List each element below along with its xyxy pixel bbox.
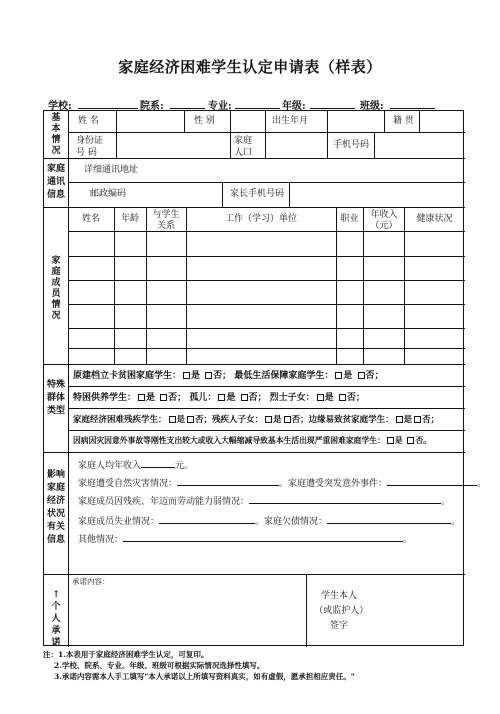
application-form-table bbox=[43, 110, 487, 648]
note-2: 2.学校、院系、专业、年级、班级可根据实际情况选择性填写。 bbox=[54, 661, 265, 670]
parent-phone-field[interactable] bbox=[290, 183, 464, 206]
disaster-field[interactable] bbox=[177, 477, 279, 486]
household-label: 家庭人口 bbox=[234, 136, 253, 158]
member-header-health: 健康状况 bbox=[416, 214, 453, 224]
contact-section-label: 家庭通讯信息 bbox=[46, 164, 65, 200]
name-field[interactable] bbox=[117, 112, 183, 131]
origin-label: 籍 贯 bbox=[393, 116, 414, 126]
member-header-age: 年龄 bbox=[120, 214, 139, 224]
checkbox-no[interactable] bbox=[407, 437, 414, 444]
checkbox-no[interactable] bbox=[187, 416, 194, 423]
checkbox-yes[interactable] bbox=[138, 394, 145, 401]
other-line: 其他情况： 。 bbox=[78, 535, 413, 545]
signature-label: 学生本人（或监护人）签字 bbox=[314, 591, 364, 631]
dob-label: 出生年月 bbox=[272, 116, 309, 126]
checkbox-no[interactable] bbox=[241, 394, 248, 401]
checkbox-yes[interactable] bbox=[183, 372, 190, 379]
accident-field[interactable] bbox=[387, 477, 477, 486]
checkbox-yes[interactable] bbox=[396, 416, 403, 423]
debt-field[interactable] bbox=[327, 515, 451, 524]
note-3: 3.承诺内容需本人手工填写"本人承诺以上所填写资料真实，如有虚假，愿承担相应责任。" bbox=[54, 672, 355, 681]
phone-label: 手机号码 bbox=[333, 140, 370, 150]
unemployment-field[interactable] bbox=[159, 515, 255, 524]
checkbox-yes[interactable] bbox=[387, 437, 394, 444]
pledge-section-label: ↑ 个人承诺 bbox=[51, 590, 61, 648]
address-label: 详细通讯地址 bbox=[84, 165, 139, 175]
name-label: 姓 名 bbox=[78, 116, 99, 126]
origin-field[interactable] bbox=[420, 112, 464, 131]
checkbox-no[interactable] bbox=[358, 372, 365, 379]
department-field[interactable] bbox=[170, 108, 205, 109]
postcode-field[interactable] bbox=[144, 183, 221, 206]
grade-label: 年级: bbox=[282, 101, 306, 112]
special-section-label: 特殊群体类型 bbox=[46, 380, 65, 416]
members-section-label: 家庭成员情况 bbox=[51, 256, 61, 321]
dob-field[interactable] bbox=[328, 112, 383, 131]
factors-section-label: 影响家庭经济状况有关信息 bbox=[46, 470, 65, 545]
checkbox-no[interactable] bbox=[339, 394, 346, 401]
special-row-1: 原建档立卡贫困家庭学生： 是 否； 最低生活保障家庭学生： 是 否； bbox=[73, 371, 384, 381]
address-field[interactable] bbox=[144, 159, 464, 181]
checkbox-no[interactable] bbox=[414, 416, 421, 423]
class-field[interactable] bbox=[390, 108, 435, 109]
notes-block bbox=[43, 649, 355, 682]
special-row-2: 特困供养学生： 是 否； 孤儿： 是 否； 烈士子女： 是 否； bbox=[73, 393, 365, 403]
disaster-line: 家庭遭受自然灾害情况： 。家庭遭受突发意外事件： 。 bbox=[78, 479, 487, 489]
department-label: 院系: bbox=[140, 101, 164, 112]
checkbox-no[interactable] bbox=[284, 416, 291, 423]
member-header-workplace: 工作（学习）单位 bbox=[224, 214, 297, 224]
class-label: 班级: bbox=[360, 101, 384, 112]
unemployment-line: 家庭成员失业情况： 。家庭欠债情况： 。 bbox=[78, 517, 461, 527]
id-field[interactable] bbox=[117, 133, 229, 157]
phone-field[interactable] bbox=[375, 133, 464, 157]
basic-section-label: 基本情况 bbox=[51, 113, 61, 156]
form-title: 家庭经济困难学生认定申请表（样表） bbox=[118, 58, 382, 76]
pledge-content-field[interactable] bbox=[69, 587, 305, 646]
pledge-content-label: 承诺内容： bbox=[72, 577, 110, 586]
major-field[interactable] bbox=[235, 108, 280, 109]
gender-field[interactable] bbox=[231, 112, 264, 131]
member-header-income: 年收入（元） bbox=[370, 210, 398, 231]
note-1: 注：1.本表用于家庭经济困难学生认定，可复印。 bbox=[43, 650, 209, 659]
disability-field[interactable] bbox=[249, 495, 441, 504]
income-line: 家庭人均年收入 元。 bbox=[78, 461, 194, 471]
school-label: 学校: bbox=[48, 101, 72, 112]
other-field[interactable] bbox=[123, 533, 403, 542]
member-header-name: 姓名 bbox=[81, 214, 100, 224]
checkbox-yes[interactable] bbox=[218, 394, 225, 401]
member-header-occupation: 职业 bbox=[340, 214, 359, 224]
id-label: 身份证号 码 bbox=[76, 136, 104, 158]
checkbox-yes[interactable] bbox=[169, 416, 176, 423]
checkbox-yes[interactable] bbox=[317, 394, 324, 401]
parent-phone-label: 家长手机号码 bbox=[230, 189, 285, 199]
disability-line: 家庭成员因残疾、年迈而劳动能力弱情况： 。 bbox=[78, 497, 451, 507]
checkbox-no[interactable] bbox=[160, 394, 167, 401]
grade-field[interactable] bbox=[310, 108, 355, 109]
checkbox-yes[interactable] bbox=[335, 372, 342, 379]
special-row-4: 因病因灾因意外事故等刚性支出较大或收入大幅缩减导致基本生活出现严重困难家庭学生： 是 否。 bbox=[73, 436, 431, 445]
major-label: 专业: bbox=[208, 101, 232, 112]
school-info-line bbox=[48, 97, 468, 111]
gender-label: 性 别 bbox=[194, 116, 215, 126]
school-field[interactable] bbox=[78, 108, 138, 109]
signature-field[interactable] bbox=[369, 575, 464, 646]
member-header-relation: 与学生关系 bbox=[152, 210, 180, 231]
postcode-label: 邮政编码 bbox=[90, 189, 127, 199]
checkbox-yes[interactable] bbox=[265, 416, 272, 423]
checkbox-no[interactable] bbox=[205, 372, 212, 379]
special-row-3: 家庭经济困难残疾学生： 是 否；残疾人子女： 是 否；边缘易致贫家庭学生： 是 否； bbox=[73, 415, 440, 425]
pledge-arrow-icon: ↑ bbox=[52, 590, 60, 600]
household-field[interactable] bbox=[266, 133, 326, 157]
income-field[interactable] bbox=[141, 459, 175, 468]
